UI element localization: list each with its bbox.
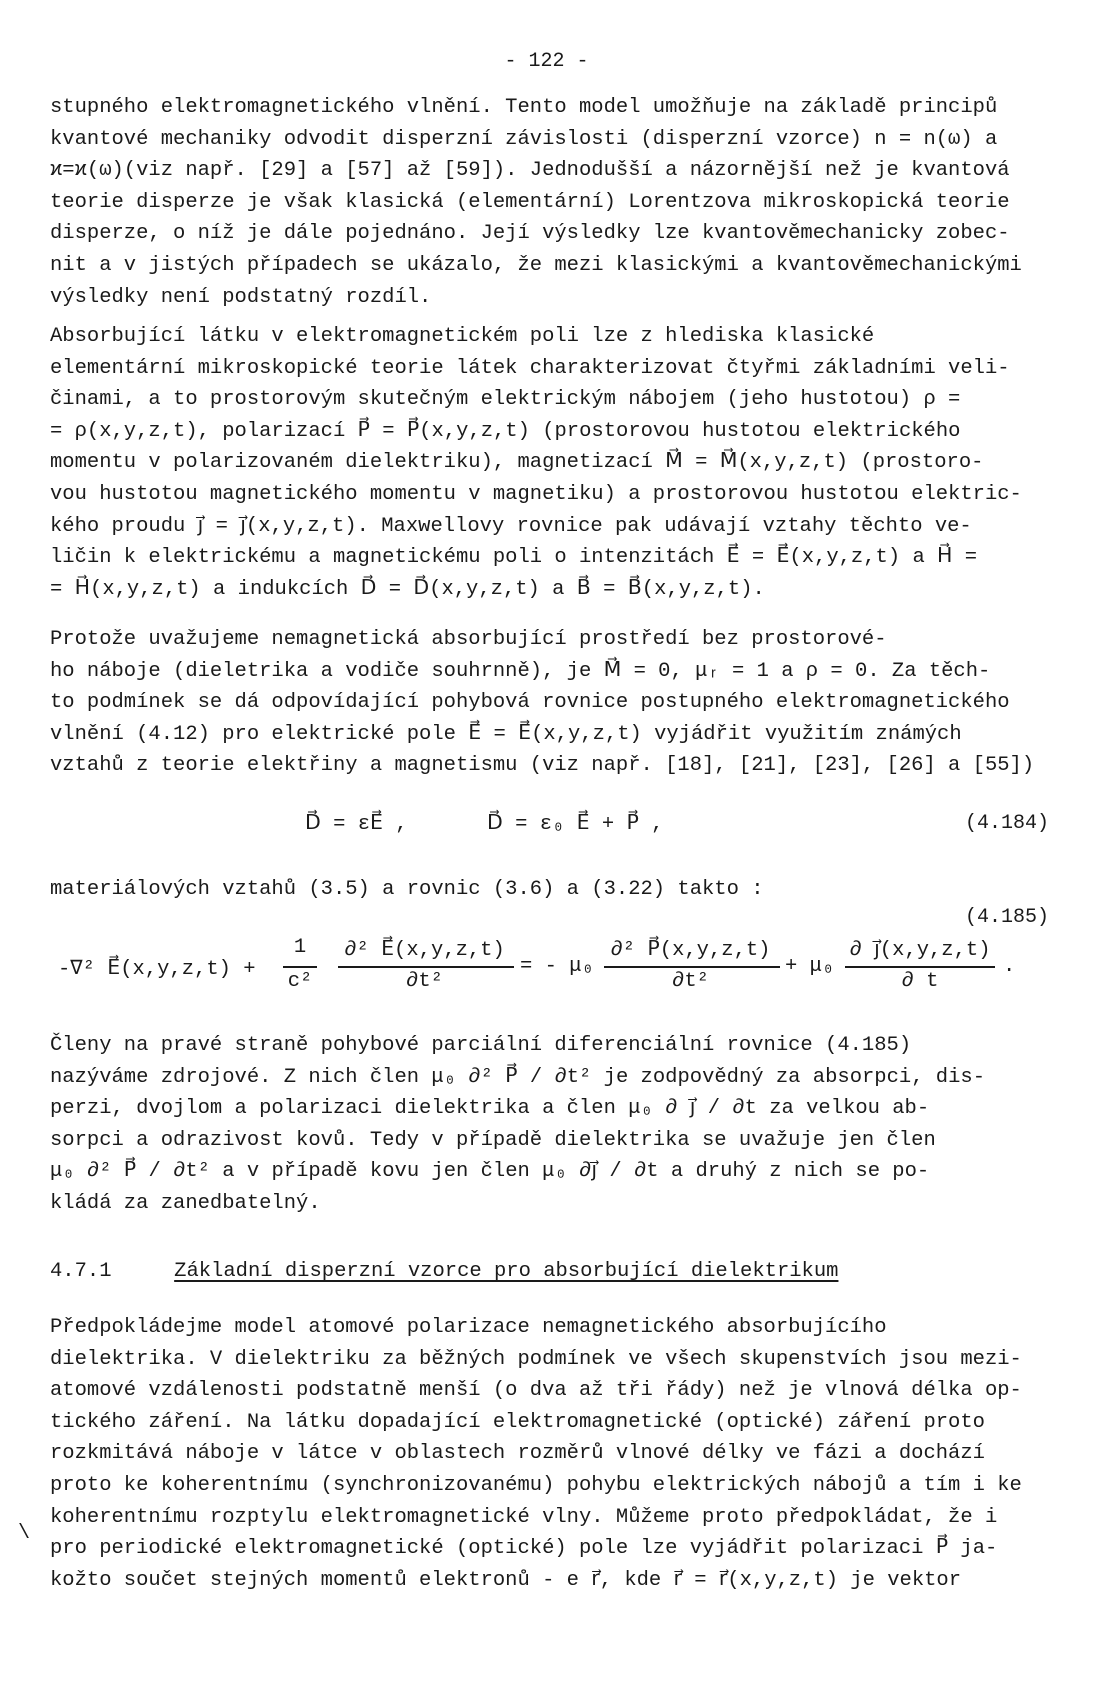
fraction-bar [845, 966, 995, 968]
text-line: ho náboje (dieletrika a vodiče souhrnně), je M⃗ = 0, μᵣ = 1 a ρ = 0. Za těch- [50, 659, 991, 683]
text-line: koherentnímu rozptylu elektromagnetické vlny. Můžeme proto předpokládat, že i [50, 1505, 998, 1529]
text-line: tického záření. Na látku dopadající elektromagnetické (optické) záření proto [50, 1410, 985, 1434]
fraction-bar [338, 966, 514, 968]
text-line: Absorbující látku v elektromagnetickém poli lze z hlediska klasické [50, 325, 875, 348]
page-number: - 122 - [504, 50, 589, 73]
text-line: činami, a to prostorovým skutečným elektrickým nábojem (jeho hustotou) ρ = [50, 388, 961, 412]
fraction-3-denominator: ∂t² [672, 970, 709, 993]
text-line: disperze, o níž je dále pojednáno. Její výsledky lze kvantověmechanicky zobec- [50, 222, 1010, 246]
text-line: Protože uvažujeme nemagnetická absorbující prostředí bez prostorové- [50, 628, 887, 651]
paragraph-atomic-polarization [50, 1312, 1050, 1596]
fraction-2-denominator: ∂t² [406, 970, 443, 993]
section-number: 4.7.1 [50, 1260, 112, 1283]
text-line: pro periodické elektromagnetické (optické) pole lze vyjádřit polarizaci P⃗ ja- [50, 1537, 998, 1561]
paragraph-intro [50, 92, 1050, 313]
fraction-4-numerator: ∂ j⃗(x,y,z,t) [849, 939, 991, 962]
text-line: elementární mikroskopické teorie látek charakterizovat čtyřmi základními veli- [50, 356, 1010, 380]
fraction-bar [604, 966, 780, 968]
equation-number-4-184: (4.184) [965, 812, 1050, 835]
text-line: stupného elektromagnetického vlnění. Tento model umožňuje na základě principů [50, 96, 998, 119]
equation-number-4-185: (4.185) [965, 906, 1050, 929]
paragraph-nonmagnetic [50, 624, 1050, 782]
equation-end-period: . [1003, 955, 1016, 978]
text-line: nazýváme zdrojové. Z nich člen μ₀ ∂² P⃗ / ∂t² je zodpovědný za absorpci, dis- [50, 1065, 986, 1089]
text-line: = ρ(x,y,z,t), polarizací P⃗ = P⃗(x,y,z,t) (prostorovou hustotou elektrického [50, 419, 961, 443]
paragraph-absorbing-matter [50, 321, 1050, 605]
text-line: to podmínek se dá odpovídající pohybová rovnice postupného elektromagnetického [50, 691, 1010, 715]
equation-4-184-right: D⃗ = ε₀ E⃗ + P⃗ , [487, 813, 664, 836]
text-line: rozkmitává náboje v látce v oblastech rozměrů vlnové délky ve fázi a dochází [50, 1442, 985, 1466]
section-heading [50, 1260, 838, 1283]
equation-4-184-left: D⃗ = εE⃗ , [305, 813, 408, 836]
text-line: materiálových vztahů (3.5) a rovnic (3.6) a (3.22) takto : [50, 878, 764, 901]
equation-plus-mu0: + μ₀ [785, 955, 835, 978]
text-line: výsledky není podstatný rozdíl. [50, 285, 432, 309]
equation-term-laplacian: -∇² E⃗(x,y,z,t) + [58, 958, 256, 981]
text-line: vztahů z teorie elektřiny a magnetismu (viz např. [18], [21], [23], [26] a [55]) [50, 754, 1035, 778]
text-line: kvantové mechaniky odvodit disperzní závislosti (disperzní vzorce) n = n(ω) a [50, 127, 998, 151]
text-line: momentu v polarizovaném dielektriku), magnetizací M⃗ = M⃗(x,y,z,t) (prostoro- [50, 451, 984, 475]
text-line: kládá za zanedbatelný. [50, 1191, 321, 1215]
text-line: vlnění (4.12) pro elektrické pole E⃗ = E⃗(x,y,z,t) vyjádřit využitím známých [50, 722, 962, 746]
fraction-bar [283, 966, 317, 968]
fraction-4-denominator: ∂ t [901, 970, 939, 993]
text-line: Členy na pravé straně pohybové parciální diferenciální rovnice (4.185) [50, 1034, 912, 1057]
text-line: nit a v jistých případech se ukázalo, že mezi klasickými a kvantověmechanickými [50, 253, 1022, 277]
text-line: perzi, dvojlom a polarizaci dielektrika a člen μ₀ ∂ j⃗ / ∂t za velkou ab- [50, 1097, 930, 1121]
paragraph-source-terms [50, 1030, 1050, 1220]
text-line: sorpci a odrazivost kovů. Tedy v případě dielektrika se uvažuje jen člen [50, 1128, 936, 1152]
text-line: μ₀ ∂² P⃗ / ∂t² a v případě kovu jen člen μ₀ ∂j⃗ / ∂t a druhý z nich se po- [50, 1160, 930, 1184]
text-line: dielektrika. V dielektriku za běžných podmínek ve všech skupenstvích jsou mezi- [50, 1347, 1022, 1371]
text-line: vou hustotou magnetického momentu v magnetiku) a prostorovou hustotou elektric- [50, 482, 1022, 506]
text-line: proto ke koherentnímu (synchronizovanému) pohybu elektrických nábojů a tím i ke [50, 1473, 1022, 1497]
fraction-1-numerator: 1 [293, 936, 307, 959]
section-title: Základní disperzní vzorce pro absorbující dielektrikum [174, 1260, 839, 1283]
equation-equals-mu0: = - μ₀ [520, 955, 594, 978]
fraction-2-numerator: ∂² E⃗(x,y,z,t) [344, 939, 505, 962]
fraction-1-denominator: c² [287, 970, 313, 993]
text-line: = H⃗(x,y,z,t) a indukcích D⃗ = D⃗(x,y,z,t) a B⃗ = B⃗(x,y,z,t). [50, 577, 765, 601]
text-line: kožto součet stejných momentů elektronů - e r⃗, kde r⃗ = r⃗(x,y,z,t) je vektor [50, 1568, 962, 1592]
text-line: kého proudu j⃗ = j⃗(x,y,z,t). Maxwellovy rovnice pak udávají vztahy těchto ve- [50, 514, 972, 538]
margin-mark: \ [18, 1522, 31, 1545]
text-line: ličin k elektrickému a magnetickému poli o intenzitách E⃗ = E⃗(x,y,z,t) a H⃗ = [50, 546, 978, 570]
text-line: atomové vzdálenosti podstatně menší (o dva až tři řády) než je vlnová délka op- [50, 1379, 1022, 1403]
text-line: Předpokládejme model atomové polarizace nemagnetického absorbujícího [50, 1316, 887, 1339]
fraction-3-numerator: ∂² P⃗(x,y,z,t) [610, 939, 771, 962]
text-line: ϰ=ϰ(ω)(viz např. [29] a [57] až [59]). Jednodušší a názornější než je kvantová [50, 159, 1010, 183]
paragraph-material-relations [50, 874, 1050, 906]
text-line: teorie disperze je však klasická (elementární) Lorentzova mikroskopická teorie [50, 190, 1010, 214]
